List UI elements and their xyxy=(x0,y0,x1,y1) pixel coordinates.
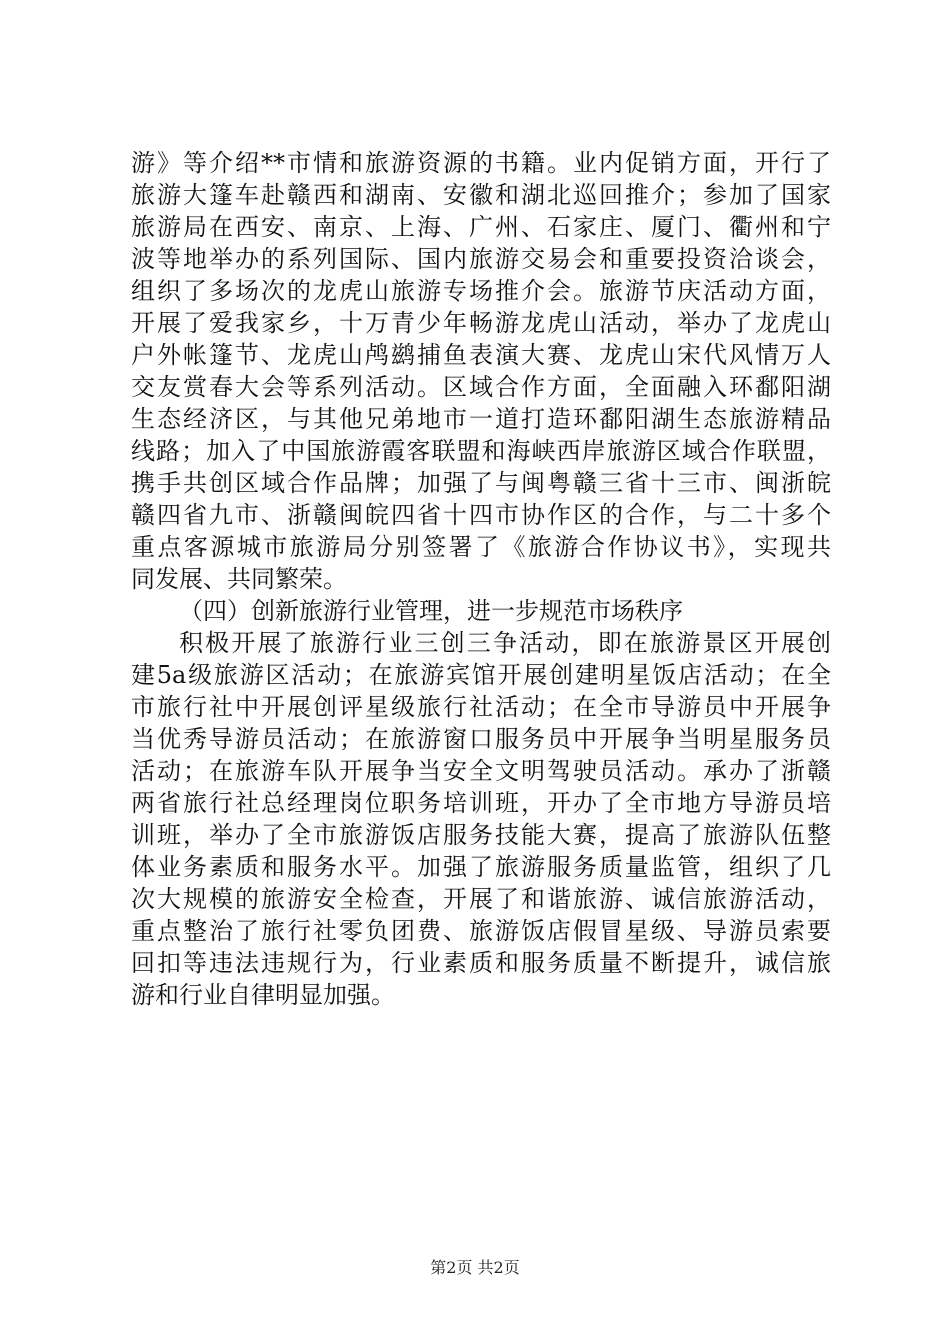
text-line: 携手共创区域合作品牌；加强了与闽粤赣三省十三市、闽浙皖 xyxy=(131,469,831,497)
body-text xyxy=(131,147,831,1011)
text-line: 组织了多场次的龙虎山旅游专场推介会。旅游节庆活动方面， xyxy=(131,277,831,305)
text-line: 回扣等违法违规行为，行业素质和服务质量不断提升，诚信旅 xyxy=(131,949,831,977)
text-line: 重点客源城市旅游局分别签署了《旅游合作协议书》，实现共 xyxy=(131,533,831,561)
text-line: 开展了爱我家乡，十万青少年畅游龙虎山活动，举办了龙虎山 xyxy=(131,309,831,337)
text-line: 活动；在旅游车队开展争当安全文明驾驶员活动。承办了浙赣 xyxy=(131,757,831,785)
text-line: 旅游大篷车赴赣西和湖南、安徽和湖北巡回推介；参加了国家 xyxy=(131,181,831,209)
text-line: 体业务素质和服务水平。加强了旅游服务质量监管，组织了几 xyxy=(131,853,831,881)
text-line: 线路；加入了中国旅游霞客联盟和海峡西岸旅游区域合作联盟， xyxy=(131,437,831,465)
text-line: 游和行业自律明显加强。 xyxy=(131,981,395,1009)
text-line: 旅游局在西安、南京、上海、广州、石家庄、厦门、衢州和宁 xyxy=(131,213,831,241)
text-line: 户外帐篷节、龙虎山鸬鹚捕鱼表演大赛、龙虎山宋代风情万人 xyxy=(131,341,831,369)
text-line: 生态经济区，与其他兄弟地市一道打造环鄱阳湖生态旅游精品 xyxy=(131,405,831,433)
section-heading: （四）创新旅游行业管理，进一步规范市场秩序 xyxy=(179,597,683,625)
text-line: 同发展、共同繁荣。 xyxy=(131,565,347,593)
text-line: 赣四省九市、浙赣闽皖四省十四市协作区的合作，与二十多个 xyxy=(131,501,831,529)
text-line: 重点整治了旅行社零负团费、旅游饭店假冒星级、导游员索要 xyxy=(131,917,831,945)
text-line: 次大规模的旅游安全检查，开展了和谐旅游、诚信旅游活动， xyxy=(131,885,831,913)
text-line: 训班，举办了全市旅游饭店服务技能大赛，提高了旅游队伍整 xyxy=(131,821,831,849)
text-line: 建5a级旅游区活动；在旅游宾馆开展创建明星饭店活动；在全 xyxy=(131,661,831,689)
text-line: 波等地举办的系列国际、国内旅游交易会和重要投资洽谈会， xyxy=(131,245,831,273)
text-line: 交友赏春大会等系列活动。区域合作方面，全面融入环鄱阳湖 xyxy=(131,373,831,401)
text-line: 两省旅行社总经理岗位职务培训班，开办了全市地方导游员培 xyxy=(131,789,831,817)
text-line: 市旅行社中开展创评星级旅行社活动；在全市导游员中开展争 xyxy=(131,693,831,721)
text-line: 当优秀导游员活动；在旅游窗口服务员中开展争当明星服务员 xyxy=(131,725,831,753)
page-footer: 第2页 共2页 xyxy=(430,1258,520,1277)
text-line: 游》等介绍**市情和旅游资源的书籍。业内促销方面，开行了 xyxy=(131,149,831,177)
text-line: 积极开展了旅游行业三创三争活动，即在旅游景区开展创 xyxy=(179,629,831,657)
